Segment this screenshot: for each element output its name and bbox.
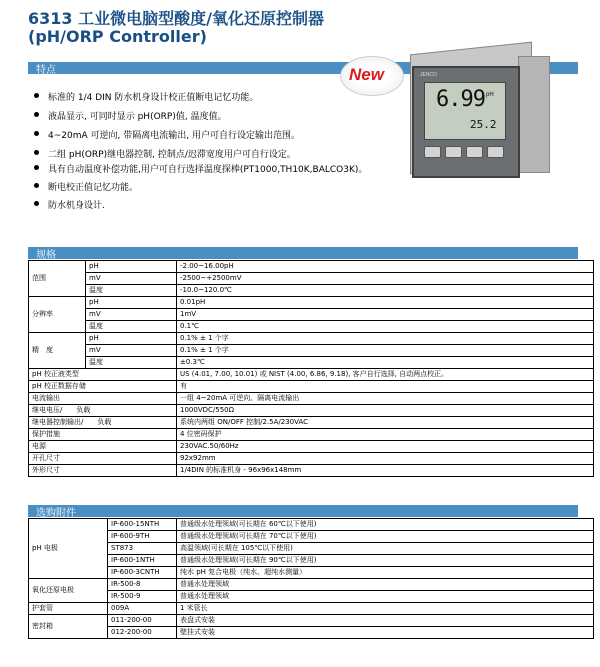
table-row: 电源 230VAC.50/60Hz xyxy=(29,441,594,453)
table-row: 继电器控制输出/ 负载 系统内两组 ON/OFF 控制/2.5A/230VAC xyxy=(29,417,594,429)
bullet xyxy=(34,131,39,136)
table-row: 开孔尺寸 92x92mm xyxy=(29,453,594,465)
device-side xyxy=(518,56,550,173)
table-row: 密封箱 011-200-00 表盘式安装 xyxy=(29,615,594,627)
device-keypad xyxy=(424,146,504,158)
bullet xyxy=(34,183,39,188)
specs-table xyxy=(28,260,594,477)
table-row: 分辨率 pH 0.01pH xyxy=(29,297,594,309)
accessory-group-label: 护套管 xyxy=(29,603,108,615)
table-row: pH 电极 IP-600-15NTH 普通级水处理领域(可长期在 60℃以下使用) xyxy=(29,519,594,531)
table-row: IP-600-1NTH 普通级水处理领域(可长期在 90℃以下使用) xyxy=(29,555,594,567)
specs-header: 规格 xyxy=(28,247,578,259)
table-row: mV 0.1% ± 1 个字 xyxy=(29,345,594,357)
table-row: pH 校正液类型 US (4.01, 7.00, 10.01) 或 NIST (4.00, 6.86, 9.18), 客户自行选择, 自动两点校正。 xyxy=(29,369,594,381)
device-sub-reading: 25.2 xyxy=(470,118,497,131)
spec-group-label: 范围 xyxy=(29,261,86,297)
spec-group-label: 分辨率 xyxy=(29,297,86,333)
accessory-group-label: 密封箱 xyxy=(29,615,108,639)
table-row: 继电电压/ 负载 1000VDC/550Ω xyxy=(29,405,594,417)
table-row: 保护措施 4 位密码保护 xyxy=(29,429,594,441)
feature-item: 防水机身设计. xyxy=(48,198,105,211)
table-row: 外形尺寸 1/4DIN 的标准机身 - 96x96x148mm xyxy=(29,465,594,477)
accessories-table xyxy=(28,518,594,639)
table-row: ST873 高温领域(可长期在 105℃以下使用) xyxy=(29,543,594,555)
table-row: mV 1mV xyxy=(29,309,594,321)
table-row: 温度 ±0.3℃ xyxy=(29,357,594,369)
device-key xyxy=(487,146,504,158)
feature-item: 二组 pH(ORP)继电器控制, 控制点/迟滞宽度用户可自行设定。 xyxy=(48,147,296,160)
features-header: 特点 xyxy=(28,62,578,74)
table-row: 温度 -10.0~120.0℃ xyxy=(29,285,594,297)
accessories-header: 选购附件 xyxy=(28,505,578,517)
bullet xyxy=(34,201,39,206)
table-row: mV -2500~+2500mV xyxy=(29,273,594,285)
table-row: 电流输出 一组 4~20mA 可逆向、隔离电流输出 xyxy=(29,393,594,405)
bullet xyxy=(34,93,39,98)
table-row: pH 校正数据存储 有 xyxy=(29,381,594,393)
bullet xyxy=(34,150,39,155)
device-unit: pH xyxy=(486,92,494,98)
feature-item: 具有自动温度补偿功能,用户可自行选择温度探棒(PT1000,TH10K,BALCO3K)。 xyxy=(48,162,367,175)
bullet xyxy=(34,112,39,117)
accessory-group-label: 氧化还原电极 xyxy=(29,579,108,603)
page-title: 6313 工业微电脑型酸度/氧化还原控制器 xyxy=(28,9,324,28)
table-row: IP-600-3CNTH 纯水 pH 复合电极（纯水、超纯水测量） xyxy=(29,567,594,579)
spec-group-label: 精 度 xyxy=(29,333,86,369)
page-subtitle: (pH/ORP Controller) xyxy=(28,27,207,46)
table-row: IR-500-9 普通水处理领域 xyxy=(29,591,594,603)
device-key xyxy=(445,146,462,158)
table-row: IP-600-9TH 普通级水处理领域(可长期在 70℃以下使用) xyxy=(29,531,594,543)
table-row: 精 度 pH 0.1% ± 1 个字 xyxy=(29,333,594,345)
new-badge: New xyxy=(340,56,404,96)
bullet xyxy=(34,165,39,170)
device-key xyxy=(466,146,483,158)
table-row: 护套管 009A 1 米管长 xyxy=(29,603,594,615)
device-main-reading: 6.99 xyxy=(436,87,485,112)
device-brand: JENCO xyxy=(420,72,437,78)
feature-item: 标准的 1/4 DIN 防水机身设计校正值断电记忆功能。 xyxy=(48,90,258,103)
table-row: 温度 0.1℃ xyxy=(29,321,594,333)
feature-item: 断电校正值记忆功能。 xyxy=(48,180,138,193)
table-row: 012-200-00 壁挂式安装 xyxy=(29,627,594,639)
table-row: 氧化还原电极 IR-500-8 普通水处理领域 xyxy=(29,579,594,591)
feature-item: 4~20mA 可逆向, 带隔离电流输出, 用户可自行设定输出范围。 xyxy=(48,128,300,141)
table-row: 范围 pH -2.00~16.00pH xyxy=(29,261,594,273)
device-key xyxy=(424,146,441,158)
feature-item: 液晶显示, 可同时显示 pH(ORP)值, 温度值。 xyxy=(48,109,227,122)
accessory-group-label: pH 电极 xyxy=(29,519,108,579)
